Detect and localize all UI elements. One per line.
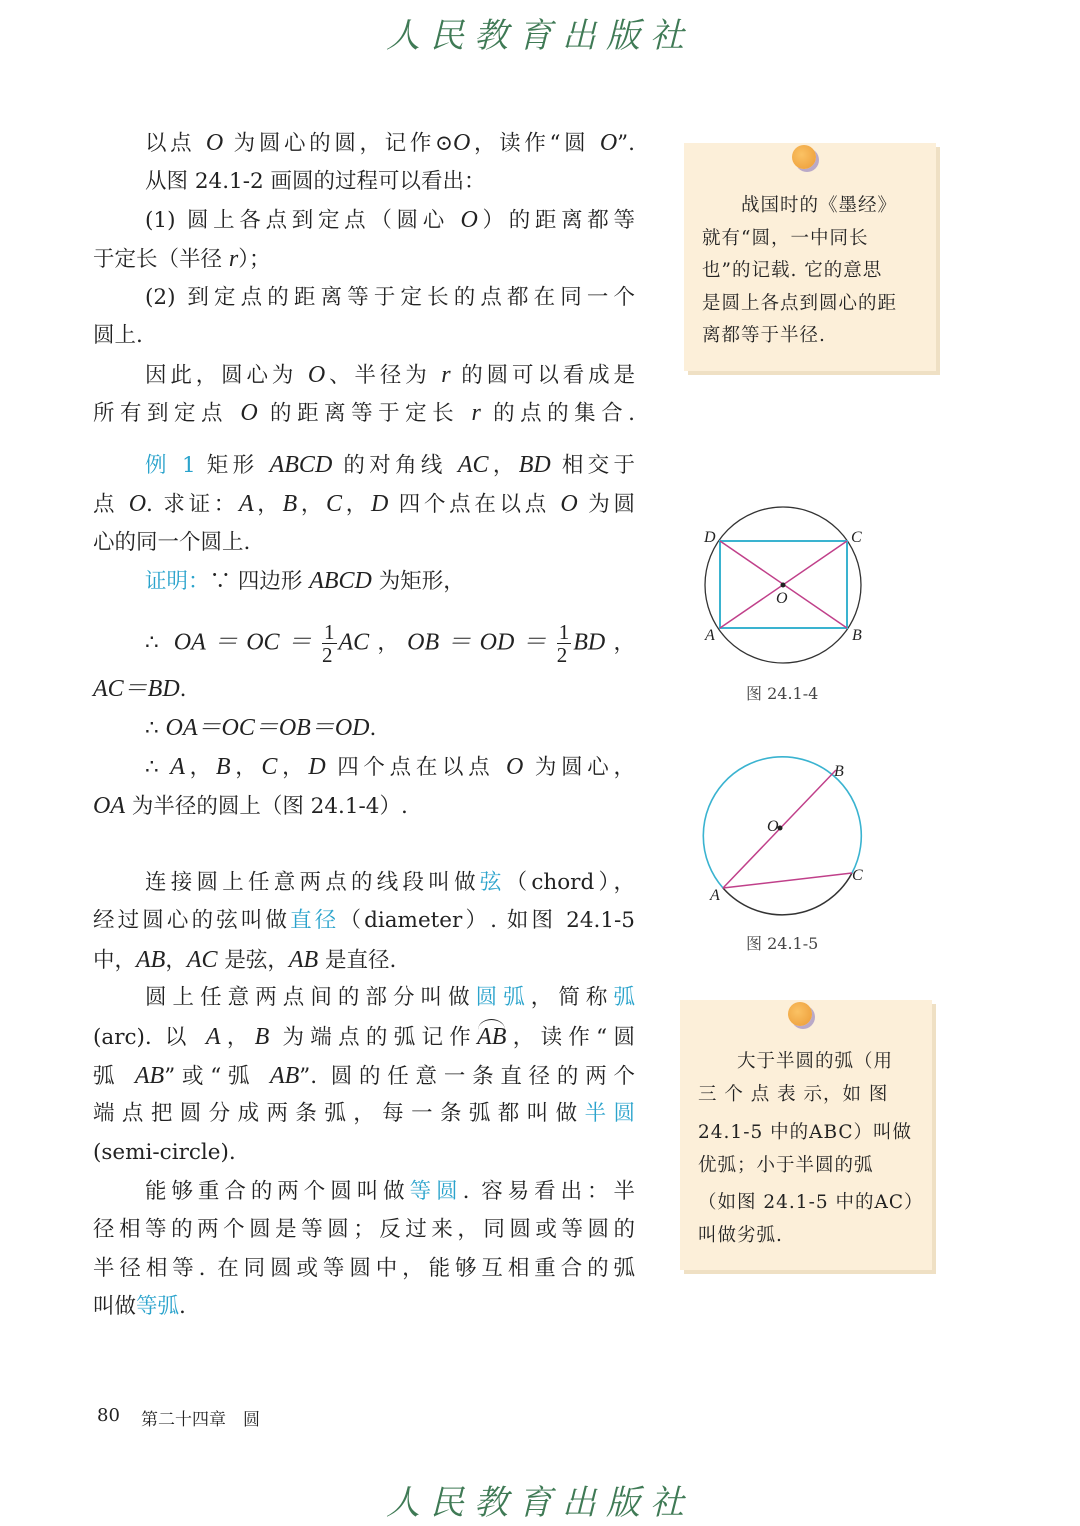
figure-24-1-5	[703, 757, 863, 915]
text-segment: ，	[342, 492, 371, 517]
note-line: 战国时的《墨经》	[702, 195, 898, 216]
key-term: 弧	[613, 985, 635, 1010]
text-segment: ，读作“圆	[506, 1025, 635, 1050]
text-segment: 半径相等. 在同圆或等圆中，能够互相重合的弧	[93, 1256, 635, 1281]
key-term: 例 1	[145, 453, 196, 478]
math-symbol: O	[599, 130, 618, 156]
center-point-o	[781, 583, 786, 588]
math-symbol: C	[261, 754, 278, 780]
text-segment: ”. 圆的任意一条直径的两个	[299, 1064, 635, 1089]
arc-notation: AB	[477, 1024, 507, 1050]
label-d: D	[704, 529, 716, 546]
math-symbol: AC	[457, 452, 489, 478]
math-symbol: D	[308, 754, 326, 780]
text-segment: 的点的集合.	[480, 401, 636, 426]
math-symbol: AB	[288, 947, 319, 973]
text-segment: ，	[277, 755, 309, 780]
text-segment: 点	[93, 492, 129, 517]
text-segment: ，	[230, 755, 262, 780]
text-segment: ∴	[145, 716, 166, 741]
publisher-logo-bottom: 人民教育出版社	[386, 1485, 694, 1522]
math-symbol: OA	[93, 793, 125, 819]
text-segment: 因此，圆心为	[145, 363, 308, 388]
text-segment: 四个点在以点	[325, 755, 506, 780]
text-segment: (1) 圆上各点到定点（圆心	[145, 208, 461, 233]
page-number: 80	[97, 1405, 120, 1426]
math-symbol: r	[441, 362, 451, 388]
pin-icon	[788, 1002, 812, 1026]
math-symbol: O	[307, 362, 326, 388]
math-symbol: ABCD	[269, 452, 333, 478]
text-segment: ，	[369, 630, 408, 656]
text-segment: ∴	[145, 755, 171, 780]
text-segment: 的距离等于定长	[257, 401, 472, 426]
text-segment: ，	[184, 755, 216, 780]
text-segment: .	[179, 677, 187, 702]
math-symbol: BD	[573, 629, 606, 656]
math-symbol: B	[282, 491, 298, 517]
numerator: 1	[558, 620, 570, 644]
text-segment: ）的距离都等	[477, 208, 635, 233]
text-segment: （chord），	[505, 870, 635, 895]
text-segment: ∴	[145, 630, 174, 656]
text-segment: 为半径的圆上（图 24.1-4）.	[125, 794, 408, 819]
text-segment: . 求证：	[146, 492, 239, 517]
text-segment: ，读作“圆	[470, 131, 600, 156]
text-segment: ，简称	[530, 985, 614, 1010]
key-term: 证明：	[145, 569, 210, 594]
text-segment: ”.	[617, 131, 635, 156]
key-term: 弦	[479, 870, 506, 895]
text-segment: .	[369, 716, 377, 741]
text-segment: ”或“弧	[164, 1064, 270, 1089]
chord-ac	[723, 873, 852, 888]
text-segment: ，	[220, 1025, 255, 1050]
math-symbol: AB	[136, 947, 166, 973]
math-symbol: AB	[269, 1063, 300, 1089]
math-symbol: BD	[518, 452, 551, 478]
note-line: 是圆上各点到圆心的距	[702, 293, 898, 314]
math-symbol: AC＝BD	[93, 676, 180, 702]
text-segment: 的圆可以看成是	[450, 363, 635, 388]
minor-arc-ac	[723, 873, 852, 915]
label-o: O	[776, 590, 788, 607]
label-b: B	[834, 763, 844, 780]
math-symbol: O	[205, 130, 224, 156]
figure-24-1-4	[703, 507, 862, 663]
text-segment: 能够重合的两个圆叫做	[145, 1179, 410, 1204]
math-symbol: OB＝OD＝	[407, 629, 555, 656]
text-segment: (arc). 以	[93, 1025, 206, 1050]
math-symbol: O	[506, 754, 524, 780]
text-segment: 为矩形，	[371, 569, 465, 594]
label-a: A	[710, 887, 720, 904]
text-segment: . 容易看出：半	[462, 1179, 635, 1204]
math-symbol: O	[453, 130, 471, 156]
note-line: 离都等于半径.	[702, 325, 826, 346]
text-segment: 为圆心，	[523, 755, 635, 780]
text-segment: ，	[297, 492, 327, 517]
text-segment: 中，	[93, 948, 137, 973]
text-segment: 经过圆心的弦叫做	[93, 908, 291, 933]
math-symbol: A	[205, 1024, 221, 1050]
denominator: 2	[322, 643, 333, 667]
text-segment: 径相等的两个圆是等圆；反过来，同圆或等圆的	[93, 1217, 635, 1242]
text-segment: 圆上.	[93, 323, 143, 348]
note-line: 也”的记载. 它的意思	[702, 260, 883, 281]
math-symbol: B	[254, 1024, 270, 1050]
key-term: 直径	[290, 908, 340, 933]
text-segment: 端点把圆分成两条弧，每一条弧都叫做	[93, 1101, 585, 1126]
text-segment: 以点	[145, 131, 206, 156]
figure-caption: 图 24.1-4	[746, 684, 819, 703]
text-segment: 为圆	[577, 492, 635, 517]
math-symbol: O	[240, 400, 258, 426]
text-segment: 弧	[93, 1064, 135, 1089]
math-symbol: ABCD	[309, 568, 372, 594]
side-note-arcs	[680, 1000, 932, 1270]
label-c: C	[852, 867, 863, 884]
text-segment: 从图 24.1-2 画圆的过程可以看出：	[145, 169, 486, 194]
figure-caption: 图 24.1-5	[746, 934, 819, 953]
note-line: 优弧；小于半圆的弧	[698, 1155, 874, 1176]
note-line: 叫做劣弧.	[698, 1225, 783, 1246]
text-segment: ，	[488, 453, 519, 478]
text-segment: ，	[253, 492, 283, 517]
text-segment: 的对角线	[332, 453, 458, 478]
math-symbol: C	[326, 491, 343, 517]
math-symbol: A	[238, 491, 254, 517]
text-segment: 叫做	[93, 1294, 137, 1319]
math-symbol: O	[560, 491, 578, 517]
note-line: 24.1-5 中的ABC）叫做	[698, 1122, 913, 1143]
text-segment: ，	[165, 948, 187, 973]
text-segment: 为端点的弧记作	[269, 1025, 478, 1050]
label-b: B	[852, 627, 862, 644]
label-c: C	[851, 529, 862, 546]
text-segment: .	[179, 1294, 186, 1319]
text-segment: （diameter）. 如图 24.1-5	[339, 908, 635, 933]
numerator: 1	[324, 620, 335, 644]
math-symbol: OA＝OC＝OB＝OD	[165, 715, 370, 741]
text-segment: 矩形	[195, 453, 270, 478]
text-segment: 是弦，	[217, 948, 289, 973]
math-symbol: r	[228, 246, 239, 272]
text-segment: ∵ 四边形	[209, 569, 310, 594]
text-segment: 是直径.	[318, 948, 397, 973]
denominator: 2	[556, 643, 568, 667]
text-segment: (2) 到定点的距离等于定长的点都在同一个	[145, 285, 635, 310]
math-symbol: OA＝OC＝	[173, 629, 321, 656]
math-symbol: A	[170, 754, 185, 780]
math-symbol: D	[370, 491, 389, 517]
note-line: 三 个 点 表 示，如 图	[698, 1084, 889, 1105]
math-symbol: r	[471, 400, 481, 426]
text-segment: ，	[605, 630, 635, 656]
key-term: 半圆	[584, 1101, 635, 1126]
math-symbol: B	[215, 754, 231, 780]
text-segment: 于定长（半径	[93, 247, 229, 272]
text-segment: 四个点在以点	[388, 492, 561, 517]
text-segment: 、半径为	[325, 363, 442, 388]
math-symbol: AC	[338, 629, 370, 656]
key-term: 等圆	[409, 1179, 463, 1204]
text-segment: 所有到定点	[93, 401, 241, 426]
note-line: 就有“圆，一中同长	[702, 228, 869, 249]
math-symbol: AB	[134, 1063, 165, 1089]
text-segment: 圆上任意两点间的部分叫做	[145, 985, 476, 1010]
label-o: O	[767, 818, 779, 835]
key-term: 等弧	[136, 1294, 180, 1319]
text-segment: (semi-circle).	[93, 1140, 236, 1165]
key-term: 圆弧	[475, 985, 531, 1010]
math-symbol: AC	[186, 947, 218, 973]
text-segment: 相交于	[550, 453, 635, 478]
math-symbol: O	[128, 491, 147, 517]
note-line: 大于半圆的弧（用	[698, 1051, 894, 1072]
math-symbol: O	[460, 207, 478, 233]
publisher-logo-top: 人民教育出版社	[386, 18, 694, 55]
text-segment: ）；	[238, 247, 271, 272]
text-segment: 为圆心的圆，记作⊙	[223, 131, 453, 156]
chapter-title: 第二十四章 圆	[141, 1410, 260, 1430]
text-segment: 连接圆上任意两点的线段叫做	[145, 870, 480, 895]
note-line: （如图 24.1-5 中的AC）	[698, 1192, 924, 1213]
label-a: A	[705, 627, 715, 644]
text-segment: 心的同一个圆上.	[93, 530, 251, 555]
